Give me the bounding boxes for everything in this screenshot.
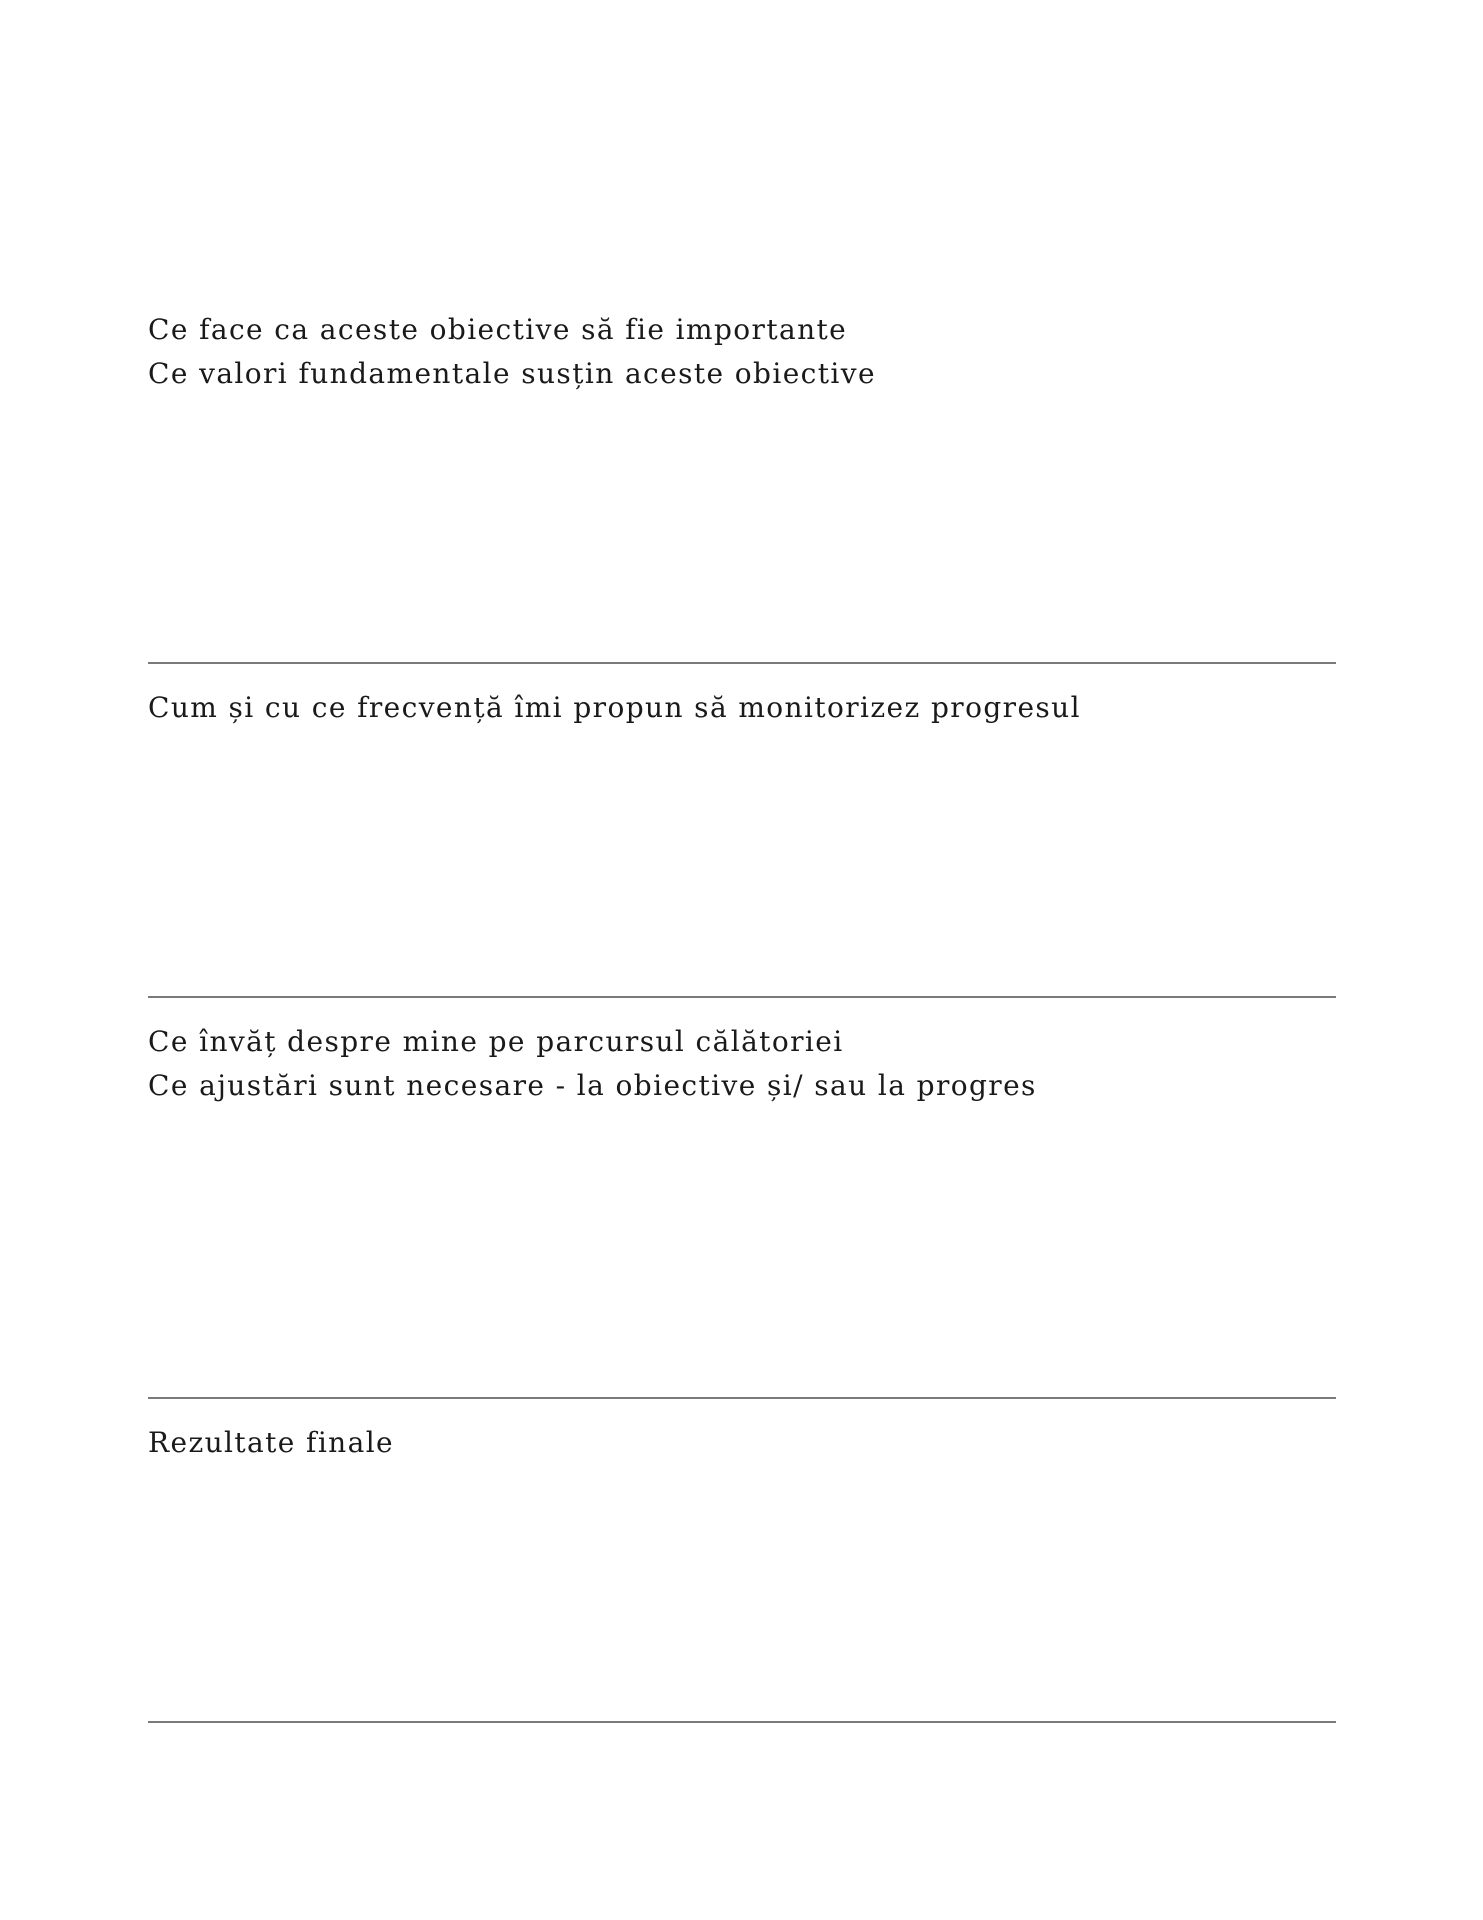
section-learning xyxy=(148,1020,1336,1108)
prompt-monitoring: Cum și cu ce frecvență îmi propun să monitorizez progresul xyxy=(148,691,1081,724)
prompt-core-values: Ce valori fundamentale susțin aceste obiective xyxy=(148,357,876,390)
section-divider xyxy=(148,1721,1336,1723)
prompt-self-learning: Ce învăț despre mine pe parcursul călătoriei xyxy=(148,1025,844,1058)
prompt-adjustments: Ce ajustări sunt necesare - la obiective și/ sau la progres xyxy=(148,1069,1037,1102)
section-divider xyxy=(148,662,1336,664)
section-final-results xyxy=(148,1421,1336,1465)
section-divider xyxy=(148,996,1336,998)
prompt-importance: Ce face ca aceste obiective să fie importante xyxy=(148,313,848,346)
section-monitoring xyxy=(148,686,1336,730)
section-divider xyxy=(148,1397,1336,1399)
prompt-final-results: Rezultate finale xyxy=(148,1426,395,1459)
section-importance xyxy=(148,308,1336,396)
